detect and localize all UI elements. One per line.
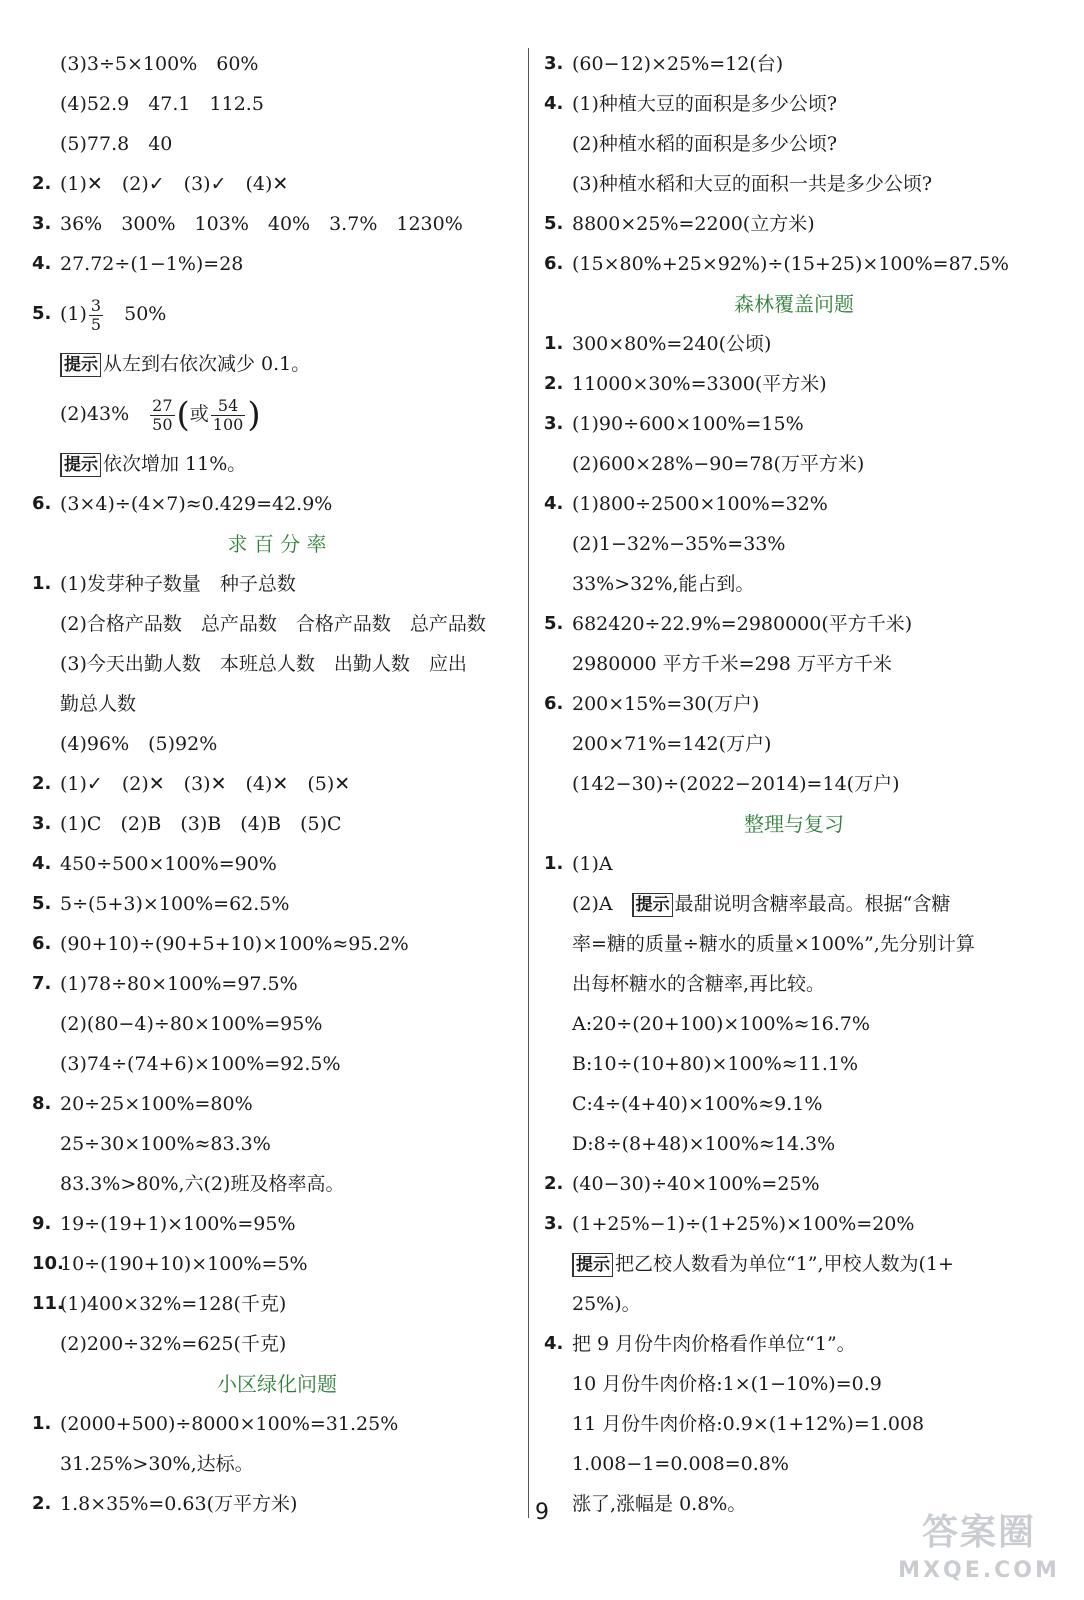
answer-line: 11 月份牛肉价格:0.9×(1+12%)=1.008 [572, 1413, 925, 1435]
answer-line: 10 月份牛肉价格:1×(1−10%)=0.9 [572, 1373, 882, 1395]
watermark-url: MXQE.COM [898, 1558, 1060, 1583]
question-number: 6. [544, 253, 564, 274]
answer-line: 9. 19÷(19+1)×100%=95% [32, 1204, 522, 1244]
answer-line: 3. (60−12)×25%=12(台) [544, 44, 1044, 84]
answer-line: (2)(80−4)÷80×100%=95% [60, 1013, 323, 1035]
hint-line: 提示 从左到右依次减少 0.1。 [32, 344, 522, 384]
answer-line: 5. 5÷(5+3)×100%=62.5% [32, 884, 522, 924]
answer-line: 10. 10÷(190+10)×100%=5% [32, 1244, 522, 1284]
page-number: 9 [535, 1500, 549, 1525]
hint-line: 提示 把乙校人数看为单位“1”,甲校人数为(1+ [544, 1244, 1044, 1284]
question-number: 6. [544, 693, 564, 714]
answer-line: A:20÷(20+100)×100%≈16.7% [572, 1013, 870, 1035]
hint-label: 提示 [60, 453, 101, 477]
answer-line: (2)A 提示 最甜说明含糖率最高。根据“含糖 [572, 893, 951, 915]
answer-line: (3)今天出勤人数 本班总人数 出勤人数 应出 [60, 653, 467, 675]
section-heading: 求 百 分 率 [227, 532, 327, 556]
answer-line: (5)77.8 40 [60, 133, 173, 155]
answer-line: (2)43% $\frac{27}{50}$ (或 $\frac{54}{100}$ ) [60, 395, 261, 435]
question-number: 5. [544, 613, 564, 634]
question-number: 5. [544, 213, 564, 234]
answer-line: (3)3÷5×100% 60% [60, 53, 259, 75]
answer-line: (2)种植水稻的面积是多少公顷? [572, 133, 838, 155]
hint-label: 提示 [60, 353, 101, 377]
answer-line: (2)合格产品数 总产品数 合格产品数 总产品数 [60, 613, 486, 635]
question-number: 11. [32, 1293, 64, 1314]
question-number: 6. [32, 493, 52, 514]
answer-line: 率=糖的质量÷糖水的质量×100%”,先分别计算 [572, 933, 975, 955]
answer-line: 33%>32%,能占到。 [572, 573, 755, 595]
answer-line: (2)200÷32%=625(千克) [60, 1333, 287, 1355]
answer-line: 3. 36% 300% 103% 40% 3.7% 1230% [32, 204, 522, 244]
question-number: 1. [544, 853, 564, 874]
answer-line: (2)600×28%−90=78(万平方米) [572, 453, 865, 475]
answer-line: 1. (1)A [544, 844, 1044, 884]
question-number: 3. [544, 53, 564, 74]
answer-line: 4. (1)种植大豆的面积是多少公顷? [544, 84, 1044, 124]
question-number: 7. [32, 973, 52, 994]
question-number: 2. [32, 173, 52, 194]
answer-line: 7. (1)78÷80×100%=97.5% [32, 964, 522, 1004]
answer-line: 1.008−1=0.008=0.8% [572, 1453, 789, 1475]
section-heading: 森林覆盖问题 [734, 292, 854, 316]
answer-line: 5. 682420÷22.9%=2980000(平方千米) [544, 604, 1044, 644]
answer-line: 83.3%>80%,六(2)班及格率高。 [60, 1173, 345, 1195]
question-number: 8. [32, 1093, 52, 1114]
answer-line: 2980000 平方千米=298 万平方千米 [572, 653, 892, 675]
question-number: 1. [32, 1413, 52, 1434]
hint-label: 提示 [632, 893, 673, 917]
right-column [544, 44, 1044, 1524]
section-heading: 小区绿化问题 [217, 1372, 337, 1396]
answer-line: 3. (1)90÷600×100%=15% [544, 404, 1044, 444]
answer-line: 11. (1)400×32%=128(千克) [32, 1284, 522, 1324]
answer-line: (2)1−32%−35%=33% [572, 533, 786, 555]
answer-line: (142−30)÷(2022−2014)=14(万户) [572, 773, 900, 795]
answer-line: 涨了,涨幅是 0.8%。 [572, 1493, 747, 1515]
answer-line: 1. (2000+500)÷8000×100%=31.25% [32, 1404, 522, 1444]
answer-line: B:10÷(10+80)×100%≈11.1% [572, 1053, 859, 1075]
question-number: 6. [32, 933, 52, 954]
question-number: 4. [32, 253, 52, 274]
question-number: 4. [544, 93, 564, 114]
answer-line: 200×71%=142(万户) [572, 733, 772, 755]
answer-line: 2. 11000×30%=3300(平方米) [544, 364, 1044, 404]
question-number: 5. [32, 893, 52, 914]
answer-line: 6. 200×15%=30(万户) [544, 684, 1044, 724]
hint-line: 25%)。 [572, 1293, 641, 1315]
answer-line: 2. (1)✕ (2)✓ (3)✓ (4)✕ [32, 164, 522, 204]
question-number: 4. [32, 853, 52, 874]
column-divider [528, 48, 529, 1518]
hint-label: 提示 [572, 1253, 613, 1277]
answer-line: 3. (1+25%−1)÷(1+25%)×100%=20% [544, 1204, 1044, 1244]
answer-line: 5. (1) $\frac{3}{5}$ 50% [32, 284, 522, 344]
fraction: $\frac{3}{5}$ [90, 295, 102, 334]
question-number: 1. [544, 333, 564, 354]
answer-line: C:4÷(4+40)×100%≈9.1% [572, 1093, 823, 1115]
answer-line: 3. (1)C (2)B (3)B (4)B (5)C [32, 804, 522, 844]
question-number: 1. [32, 573, 52, 594]
watermark-logo [884, 1510, 1074, 1595]
question-number: 4. [544, 1333, 564, 1354]
answer-line: 25÷30×100%≈83.3% [60, 1133, 271, 1155]
answer-line: 2. 1.8×35%=0.63(万平方米) [32, 1484, 522, 1524]
question-number: 3. [544, 1213, 564, 1234]
question-number: 2. [32, 773, 52, 794]
answer-line: 1. (1)发芽种子数量 种子总数 [32, 564, 522, 604]
answer-line: (4)52.9 47.1 112.5 [60, 93, 264, 115]
answer-line: 2. (40−30)÷40×100%=25% [544, 1164, 1044, 1204]
fraction: $\frac{54}{100}$ [212, 395, 244, 434]
question-number: 5. [32, 303, 52, 324]
question-number: 2. [32, 1493, 52, 1514]
question-number: 3. [544, 413, 564, 434]
hint-line: 提示 依次增加 11%。 [32, 444, 522, 484]
answer-line: 31.25%>30%,达标。 [60, 1453, 254, 1475]
answer-line: 6. (3×4)÷(4×7)≈0.429=42.9% [32, 484, 522, 524]
answer-line: (3)种植水稻和大豆的面积一共是多少公顷? [572, 173, 933, 195]
fraction: $\frac{27}{50}$ [152, 395, 173, 434]
answer-line: (3)74÷(74+6)×100%=92.5% [60, 1053, 341, 1075]
question-number: 4. [544, 493, 564, 514]
question-number: 9. [32, 1213, 52, 1234]
question-number: 3. [32, 813, 52, 834]
question-number: 3. [32, 213, 52, 234]
answer-line: D:8÷(8+48)×100%≈14.3% [572, 1133, 836, 1155]
answer-line: 4. 把 9 月份牛肉价格看作单位“1”。 [544, 1324, 1044, 1364]
watermark-text: 答案圈 [921, 1512, 1036, 1553]
answer-line: 4. (1)800÷2500×100%=32% [544, 484, 1044, 524]
answer-line: 6. (90+10)÷(90+5+10)×100%≈95.2% [32, 924, 522, 964]
answer-line: 4. 450÷500×100%=90% [32, 844, 522, 884]
answer-line: 出每杯糖水的含糖率,再比较。 [572, 973, 826, 995]
question-number: 2. [544, 1173, 564, 1194]
section-heading: 整理与复习 [744, 812, 844, 836]
answer-line: 4. 27.72÷(1−1%)=28 [32, 244, 522, 284]
question-number: 2. [544, 373, 564, 394]
answer-line: (4)96% (5)92% [60, 733, 218, 755]
left-column [32, 44, 522, 1524]
answer-line: 2. (1)✓ (2)✕ (3)✕ (4)✕ (5)✕ [32, 764, 522, 804]
answer-line: 5. 8800×25%=2200(立方米) [544, 204, 1044, 244]
answer-line: 6. (15×80%+25×92%)÷(15+25)×100%=87.5% [544, 244, 1044, 284]
answer-line: 1. 300×80%=240(公顷) [544, 324, 1044, 364]
question-number: 10. [32, 1253, 64, 1274]
answer-line: 8. 20÷25×100%=80% [32, 1084, 522, 1124]
answer-line: 勤总人数 [60, 693, 137, 715]
